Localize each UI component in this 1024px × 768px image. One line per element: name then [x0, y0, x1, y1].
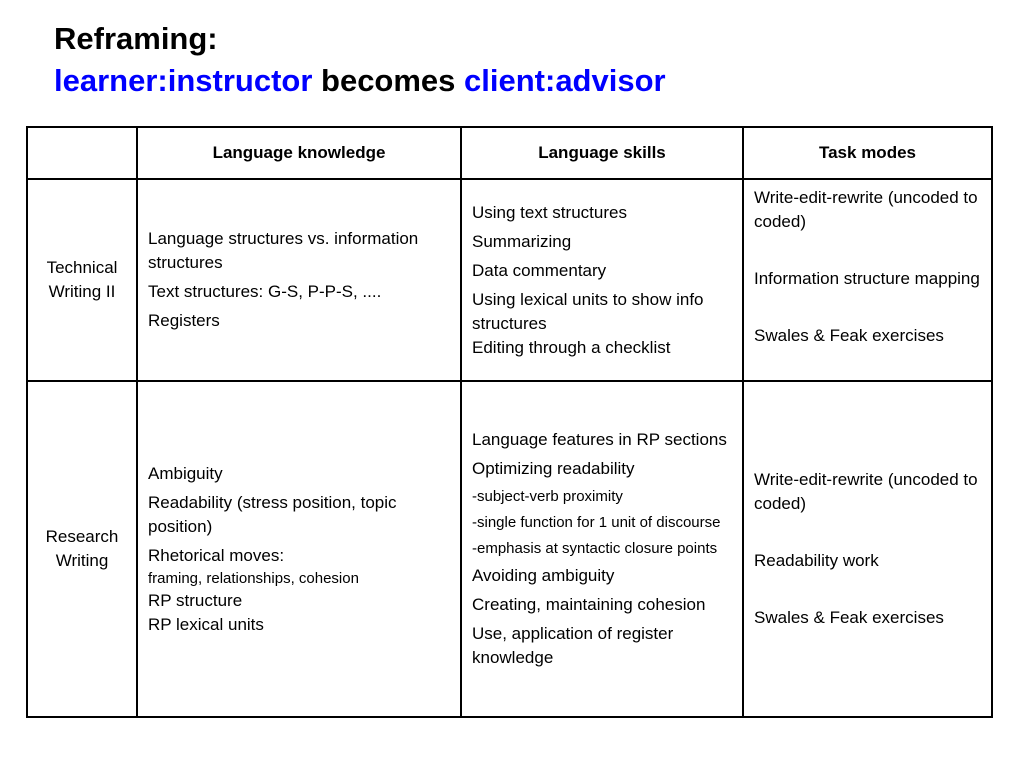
- header-empty: [27, 127, 137, 179]
- slide-title: [54, 18, 666, 102]
- title-client-advisor: client:advisor: [464, 63, 666, 98]
- title-line-2: [54, 60, 666, 102]
- title-line-1: Reframing:: [54, 21, 218, 56]
- row-label-technical-writing: Technical Writing II: [27, 179, 137, 381]
- header-language-knowledge: Language knowledge: [137, 127, 461, 179]
- course-table: [26, 126, 993, 718]
- cell-skills: Using text structures Summarizing Data commentary Using lexical units to show info structures Editing through a checklist: [461, 179, 743, 381]
- cell-tasks: Write-edit-rewrite (uncoded to coded) Readability work Swales & Feak exercises: [743, 381, 992, 717]
- header-task-modes: Task modes: [743, 127, 992, 179]
- cell-tasks: Write-edit-rewrite (uncoded to coded) Information structure mapping Swales & Feak exercises: [743, 179, 992, 381]
- table-header-row: [27, 127, 992, 179]
- header-language-skills: Language skills: [461, 127, 743, 179]
- table-row: [27, 179, 992, 381]
- table-row: [27, 381, 992, 717]
- cell-knowledge: Ambiguity Readability (stress position, topic position) Rhetorical moves: framing, relationships, cohesion RP structure RP lexical units: [137, 381, 461, 717]
- title-learner-instructor: learner:instructor: [54, 63, 313, 98]
- title-becomes: becomes: [312, 63, 465, 98]
- cell-skills: Language features in RP sections Optimizing readability -subject-verb proximity -single function for 1 unit of discourse -emphasis at syntactic closure points Avoiding ambiguity Creating, maintaining cohesion Use, application of register knowledge: [461, 381, 743, 717]
- cell-knowledge: Language structures vs. information structures Text structures: G-S, P-P-S, .... Registers: [137, 179, 461, 381]
- row-label-research-writing: Research Writing: [27, 381, 137, 717]
